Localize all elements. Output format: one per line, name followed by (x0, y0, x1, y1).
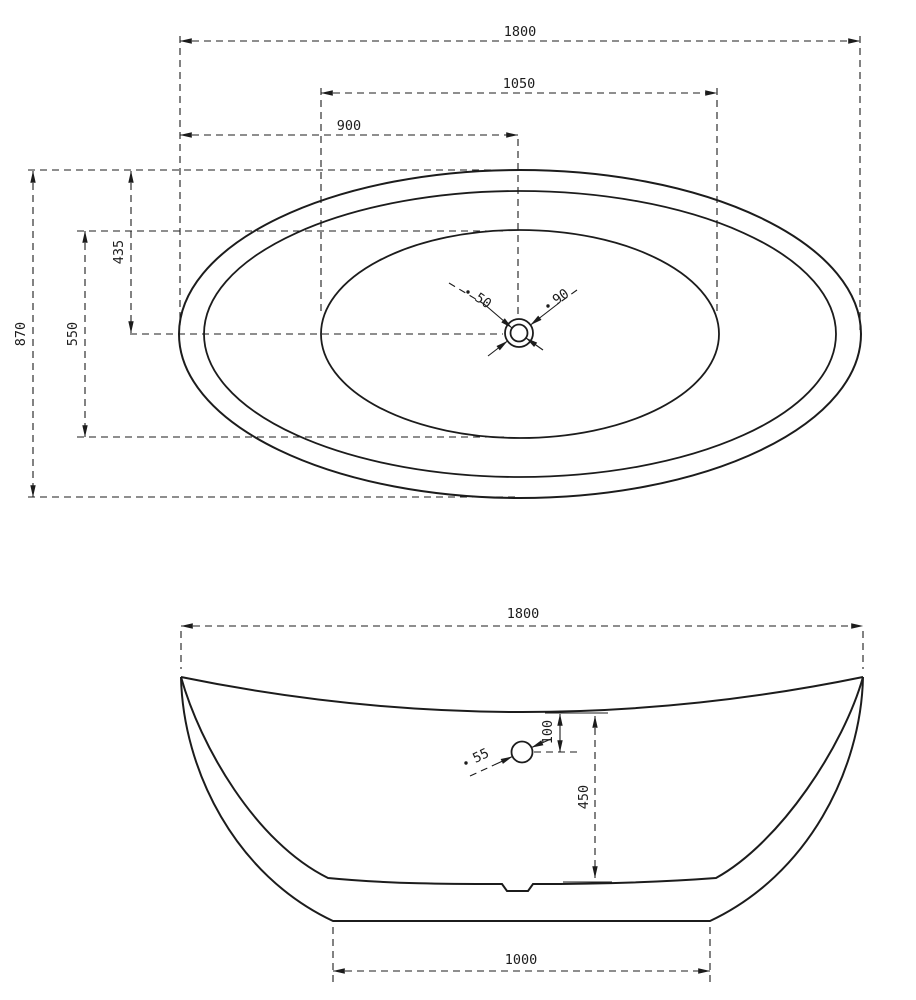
diameter-symbol-dot (546, 304, 549, 307)
dim-label-drain-inner-diameter: 50 (471, 289, 495, 313)
dim-label-overall-length-top: 1800 (503, 24, 537, 40)
outer-rim-ellipse (179, 170, 861, 498)
side-view (181, 606, 863, 983)
dim-label-overall-width: 870 (13, 321, 29, 347)
dim-label-overall-length-side: 1800 (506, 606, 540, 622)
leader-tail-dashed (470, 765, 494, 776)
rim-curve (181, 677, 863, 712)
leader-arrow (531, 303, 560, 325)
leader-arrow-opposite (488, 341, 508, 356)
top-view (13, 24, 861, 498)
dim-label-drain-position: 900 (336, 118, 362, 134)
dim-label-inner-width: 550 (65, 321, 81, 347)
leader-arrow (494, 757, 513, 766)
dim-label-base-length: 1000 (504, 952, 538, 968)
drain-inner-circle (511, 325, 528, 342)
diameter-symbol-dot (464, 761, 467, 764)
drain-outer-circle (505, 319, 533, 347)
dim-label-drain-diameter-side: 55 (470, 745, 492, 767)
inner-basin-profile (181, 677, 863, 891)
dim-label-drain-outer-diameter: 90 (549, 285, 573, 309)
drain-side-circle (512, 742, 533, 763)
drain-inner-diameter-callout (449, 283, 543, 350)
dim-label-inner-length: 1050 (502, 76, 536, 92)
inner-basin-ellipse (321, 230, 719, 438)
drain-diameter-callout-side (464, 739, 551, 776)
dim-label-rim-to-drain: 100 (540, 719, 556, 745)
dim-label-top-to-center: 435 (111, 239, 127, 265)
diameter-symbol-dot (466, 290, 469, 293)
outer-shell-profile (181, 677, 863, 921)
drain-outer-diameter-callout (488, 286, 577, 356)
dim-label-depth: 450 (576, 784, 592, 810)
